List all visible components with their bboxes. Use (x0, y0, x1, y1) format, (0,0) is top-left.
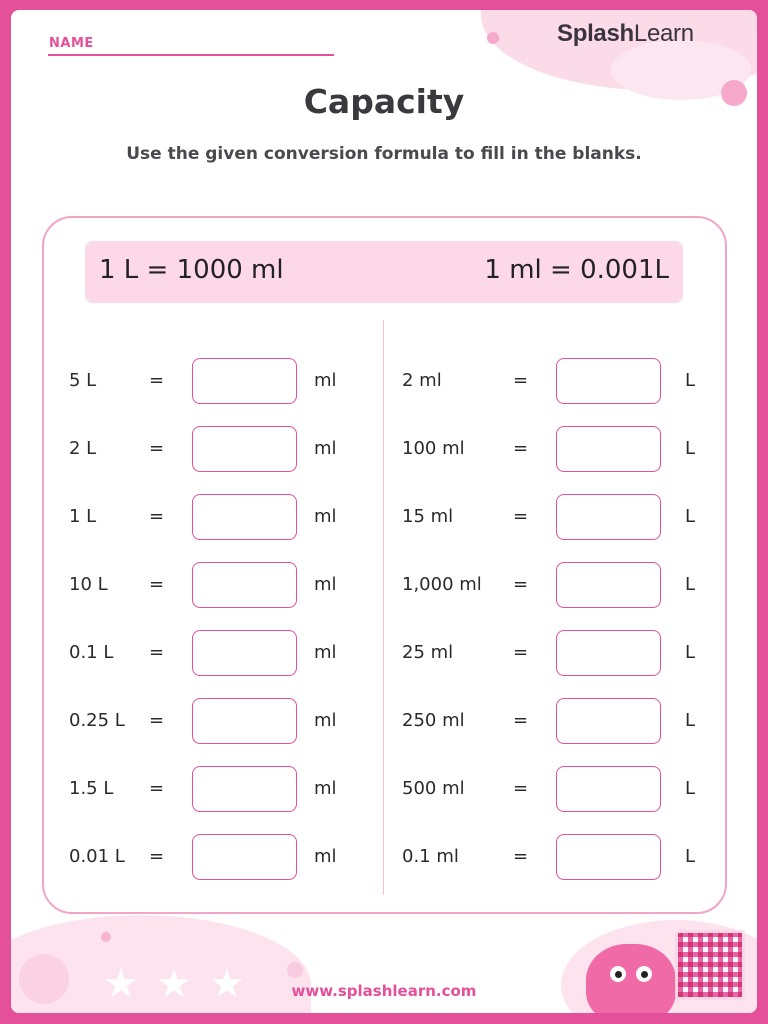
unit-label: L (685, 506, 696, 527)
equals-sign: = (513, 778, 529, 799)
equals-sign: = (149, 846, 165, 867)
equals-sign: = (149, 710, 165, 731)
answer-box[interactable] (556, 494, 661, 540)
unit-label: L (685, 778, 696, 799)
answer-box[interactable] (192, 494, 297, 540)
answer-box[interactable] (192, 358, 297, 404)
answer-box[interactable] (192, 766, 297, 812)
left-exercise-row (11, 766, 383, 812)
equals-sign: = (513, 370, 529, 391)
quantity-label: 25 ml (402, 642, 454, 663)
answer-box[interactable] (192, 562, 297, 608)
left-exercise-row (11, 358, 383, 404)
right-exercise-row (345, 426, 717, 472)
unit-label: ml (314, 642, 337, 663)
left-exercise-row (11, 698, 383, 744)
right-exercise-row (345, 698, 717, 744)
formula-left: 1 L = 1000 ml (99, 255, 284, 285)
quantity-label: 100 ml (402, 438, 465, 459)
unit-label: L (685, 846, 696, 867)
equals-sign: = (149, 506, 165, 527)
quantity-label: 15 ml (402, 506, 454, 527)
answer-box[interactable] (556, 630, 661, 676)
equals-sign: = (513, 846, 529, 867)
name-line[interactable] (48, 54, 334, 56)
left-exercise-row (11, 630, 383, 676)
worksheet-page (11, 10, 757, 1013)
quantity-label: 10 L (69, 574, 108, 595)
unit-label: ml (314, 778, 337, 799)
quantity-label: 0.01 L (69, 846, 125, 867)
unit-label: L (685, 574, 696, 595)
left-exercise-row (11, 426, 383, 472)
star-icon: ★ (103, 961, 139, 1007)
equals-sign: = (513, 574, 529, 595)
unit-label: ml (314, 846, 337, 867)
answer-box[interactable] (192, 834, 297, 880)
equals-sign: = (149, 370, 165, 391)
equals-sign: = (149, 642, 165, 663)
right-exercise-row (345, 766, 717, 812)
instruction-text: Use the given conversion formula to fill in the blanks. (126, 144, 642, 164)
decorative-dot (101, 932, 111, 942)
star-icon: ★ (209, 961, 245, 1007)
unit-label: L (685, 642, 696, 663)
answer-box[interactable] (556, 426, 661, 472)
equals-sign: = (513, 438, 529, 459)
star-icon: ★ (156, 961, 192, 1007)
page-title: Capacity (303, 82, 465, 121)
name-label: NAME (49, 36, 94, 51)
unit-label: L (685, 438, 696, 459)
right-exercise-row (345, 562, 717, 608)
equals-sign: = (513, 642, 529, 663)
unit-label: ml (314, 710, 337, 731)
unit-label: L (685, 710, 696, 731)
quantity-label: 1.5 L (69, 778, 114, 799)
quantity-label: 5 L (69, 370, 97, 391)
unit-label: ml (314, 370, 337, 391)
right-exercise-row (345, 834, 717, 880)
qr-code-icon[interactable] (675, 930, 745, 1000)
equals-sign: = (513, 506, 529, 527)
equals-sign: = (513, 710, 529, 731)
right-exercise-row (345, 358, 717, 404)
mascot-icon (586, 944, 676, 1013)
unit-label: ml (314, 438, 337, 459)
unit-label: L (685, 370, 696, 391)
answer-box[interactable] (556, 834, 661, 880)
quantity-label: 500 ml (402, 778, 465, 799)
right-exercise-row (345, 630, 717, 676)
quantity-label: 0.1 L (69, 642, 114, 663)
quantity-label: 1 L (69, 506, 97, 527)
answer-box[interactable] (192, 426, 297, 472)
equals-sign: = (149, 778, 165, 799)
left-exercise-row (11, 562, 383, 608)
answer-box[interactable] (556, 562, 661, 608)
quantity-label: 250 ml (402, 710, 465, 731)
answer-box[interactable] (192, 698, 297, 744)
left-exercise-row (11, 494, 383, 540)
unit-label: ml (314, 506, 337, 527)
quantity-label: 2 L (69, 438, 97, 459)
formula-right: 1 ml = 0.001L (484, 255, 669, 285)
quantity-label: 1,000 ml (402, 574, 482, 595)
answer-box[interactable] (556, 358, 661, 404)
decorative-dot (487, 32, 499, 44)
quantity-label: 0.25 L (69, 710, 125, 731)
decorative-dot (287, 962, 303, 978)
quantity-label: 0.1 ml (402, 846, 459, 867)
website-link[interactable]: www.splashlearn.com (291, 982, 477, 1000)
left-exercise-row (11, 834, 383, 880)
equals-sign: = (149, 438, 165, 459)
right-exercise-row (345, 494, 717, 540)
brand-logo: SplashLearn (557, 20, 694, 47)
formula-banner (85, 241, 683, 303)
equals-sign: = (149, 574, 165, 595)
answer-box[interactable] (556, 766, 661, 812)
unit-label: ml (314, 574, 337, 595)
answer-box[interactable] (556, 698, 661, 744)
quantity-label: 2 ml (402, 370, 442, 391)
answer-box[interactable] (192, 630, 297, 676)
